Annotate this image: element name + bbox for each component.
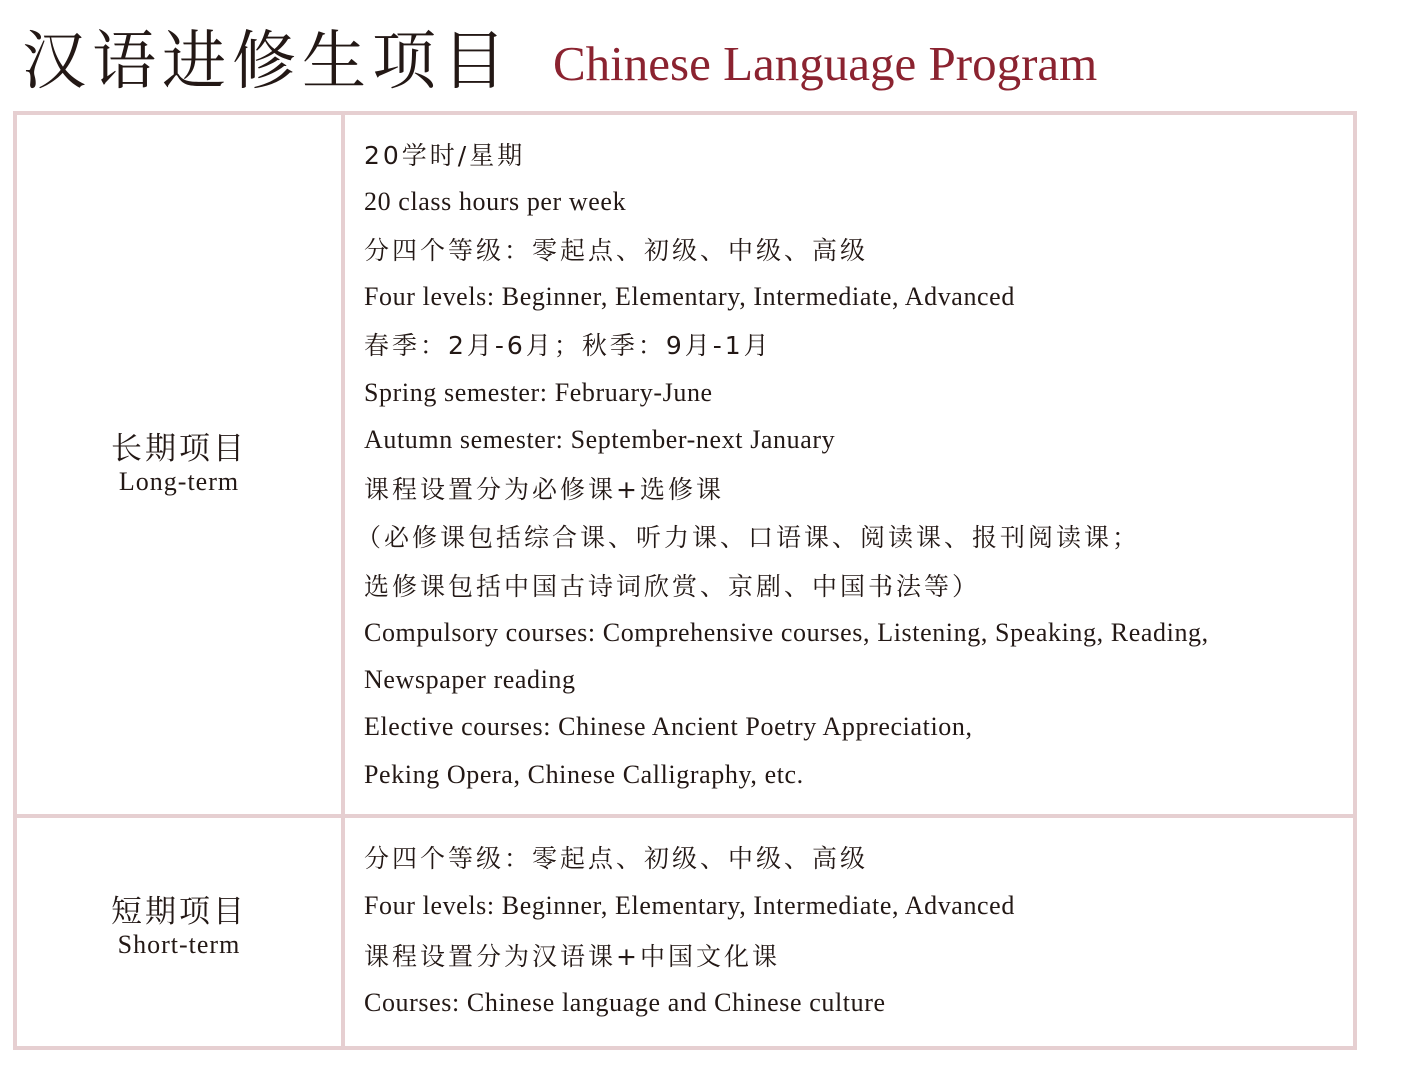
long-term-line: 春季：2月-6月；秋季：9月-1月 — [364, 331, 772, 360]
long-term-line: （必修课包括综合课、听力课、口语课、阅读课、报刊阅读课； — [356, 523, 1141, 552]
column-divider — [341, 113, 345, 1048]
long-term-label-zh: 长期项目 — [111, 431, 247, 467]
long-term-line: Autumn semester: September-next January — [364, 425, 836, 454]
row-divider — [15, 814, 1355, 818]
short-term-line: 课程设置分为汉语课+中国文化课 — [364, 942, 780, 971]
long-term-line: 课程设置分为必修课+选修课 — [364, 475, 724, 504]
long-term-line: Elective courses: Chinese Ancient Poetry Appreciation, — [364, 712, 973, 741]
long-term-line: Compulsory courses: Comprehensive courses, Listening, Speaking, Reading, — [364, 618, 1209, 647]
page-title-zh: 汉语进修生项目 — [22, 25, 512, 99]
short-term-line: 分四个等级：零起点、初级、中级、高级 — [364, 844, 869, 873]
long-term-line: 分四个等级：零起点、初级、中级、高级 — [364, 236, 869, 265]
long-term-line: 20 class hours per week — [364, 187, 627, 216]
long-term-line: Peking Opera, Chinese Calligraphy, etc. — [364, 760, 804, 789]
long-term-label — [17, 430, 341, 496]
long-term-label-en: Long-term — [118, 467, 240, 496]
short-term-line: Courses: Chinese language and Chinese culture — [364, 988, 886, 1017]
long-term-line: Four levels: Beginner, Elementary, Intermediate, Advanced — [364, 282, 1015, 311]
long-term-line: Spring semester: February-June — [364, 378, 713, 407]
long-term-line: 选修课包括中国古诗词欣赏、京剧、中国书法等） — [364, 572, 981, 601]
short-term-label — [17, 893, 341, 959]
long-term-line: 20学时/星期 — [364, 141, 526, 170]
short-term-label-zh: 短期项目 — [111, 894, 247, 930]
long-term-line: Newspaper reading — [364, 665, 576, 694]
page-title-en: Chinese Language Program — [553, 36, 1098, 91]
short-term-line: Four levels: Beginner, Elementary, Intermediate, Advanced — [364, 891, 1015, 920]
short-term-label-en: Short-term — [117, 930, 241, 959]
